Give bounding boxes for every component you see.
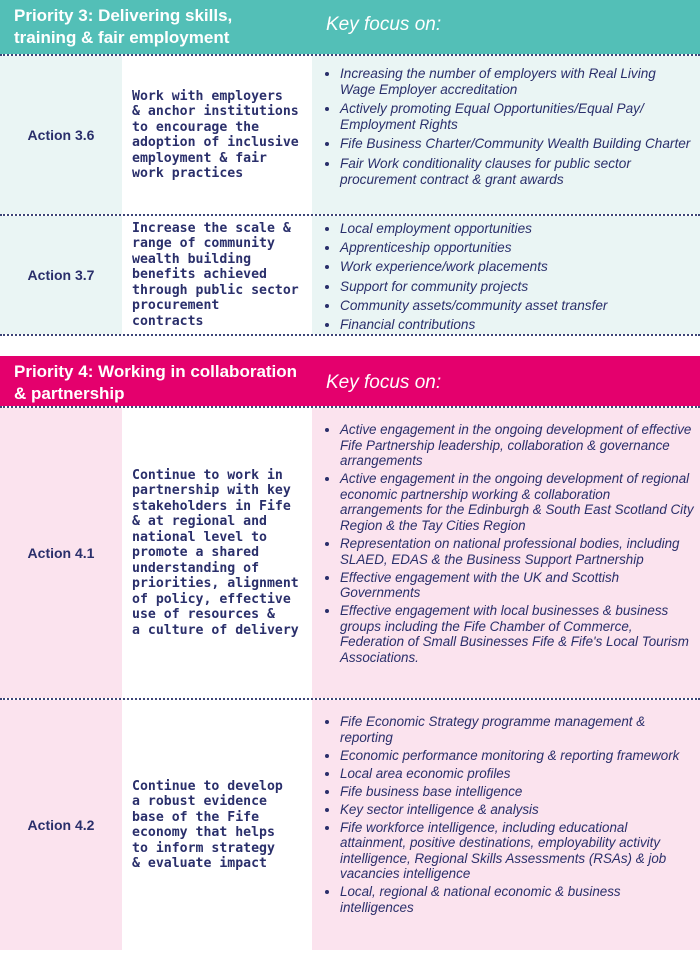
focus-item: • Local employment opportunities — [340, 221, 694, 237]
focus-list — [312, 221, 694, 333]
focus-list-container — [312, 216, 700, 334]
priority-3-section — [0, 0, 700, 336]
focus-item: • Financial contributions — [340, 317, 694, 333]
focus-item: • Fair Work conditionality clauses for public sector procurement contract & grant awards — [340, 156, 694, 188]
action-description: Work with employers & anchor institutions to encourage the adoption of inclusive employment & fair work practices — [122, 56, 312, 214]
focus-list-container — [312, 700, 700, 950]
action-row — [0, 56, 700, 214]
focus-item: • Support for community projects — [340, 279, 694, 295]
focus-list — [312, 66, 694, 188]
action-id: Action 4.1 — [0, 408, 122, 698]
priority-4-section — [0, 356, 700, 950]
action-description: Continue to work in partnership with key stakeholders in Fife & at regional and national level to promote a shared understanding of priorities, alignment of policy, effective use of resources & a culture of delivery — [122, 408, 312, 698]
action-row — [0, 408, 700, 698]
action-description: Continue to develop a robust evidence base of the Fife economy that helps to inform strategy & evaluate impact — [122, 700, 312, 950]
focus-item: • Effective engagement with local businesses & business groups including the Fife Chamber of Commerce, Federation of Small Businesses Fife & Fife's Local Tourism Associations. — [340, 603, 694, 665]
focus-item: • Fife Economic Strategy programme management & reporting — [340, 714, 694, 745]
focus-item: • Actively promoting Equal Opportunities/Equal Pay/ Employment Rights — [340, 101, 694, 133]
priority-3-title: Priority 3: Delivering skills, training & fair employment — [14, 6, 233, 47]
focus-item: • Economic performance monitoring & reporting framework — [340, 748, 694, 764]
focus-list — [312, 714, 694, 915]
focus-item: • Community assets/community asset transfer — [340, 298, 694, 314]
divider — [0, 334, 700, 336]
focus-item: • Effective engagement with the UK and Scottish Governments — [340, 570, 694, 601]
focus-item: • Increasing the number of employers with Real Living Wage Employer accreditation — [340, 66, 694, 98]
focus-item: • Local area economic profiles — [340, 766, 694, 782]
section-gap — [0, 336, 700, 356]
focus-item: • Representation on national professional bodies, including SLAED, EDAS & the Business Support Partnership — [340, 536, 694, 567]
priority-3-focus-label: Key focus on: — [326, 14, 442, 35]
focus-item: • Local, regional & national economic & business intelligences — [340, 884, 694, 915]
priority-3-header — [0, 0, 700, 54]
focus-item: • Fife workforce intelligence, including educational attainment, positive destinations, employability activity intelligence, Regional Skills Assessments (RSAs) & job vacancies intelligence — [340, 820, 694, 882]
focus-list-container — [312, 56, 700, 214]
action-id: Action 3.6 — [0, 56, 122, 214]
action-id: Action 4.2 — [0, 700, 122, 950]
focus-item: • Fife Business Charter/Community Wealth Building Charter — [340, 136, 694, 152]
focus-item: • Apprenticeship opportunities — [340, 240, 694, 256]
priority-4-header — [0, 356, 700, 406]
action-row — [0, 700, 700, 950]
action-row — [0, 216, 700, 334]
focus-item: • Key sector intelligence & analysis — [340, 802, 694, 818]
action-description: Increase the scale & range of community wealth building benefits achieved through public sector procurement contracts — [122, 216, 312, 334]
priority-4-title: Priority 4: Working in collaboration & partnership — [14, 362, 298, 403]
focus-item: • Active engagement in the ongoing development of regional economic partnership working & collaboration arrangements for the Edinburgh & South East Scotland City Region & the Tay Cities Region — [340, 471, 694, 533]
priority-4-focus-label: Key focus on: — [326, 372, 442, 393]
focus-item: • Fife business base intelligence — [340, 784, 694, 800]
focus-list — [312, 422, 694, 665]
action-id: Action 3.7 — [0, 216, 122, 334]
focus-item: • Active engagement in the ongoing development of effective Fife Partnership leadership, collaboration & governance arrangements — [340, 422, 694, 469]
focus-list-container — [312, 408, 700, 698]
focus-item: • Work experience/work placements — [340, 259, 694, 275]
